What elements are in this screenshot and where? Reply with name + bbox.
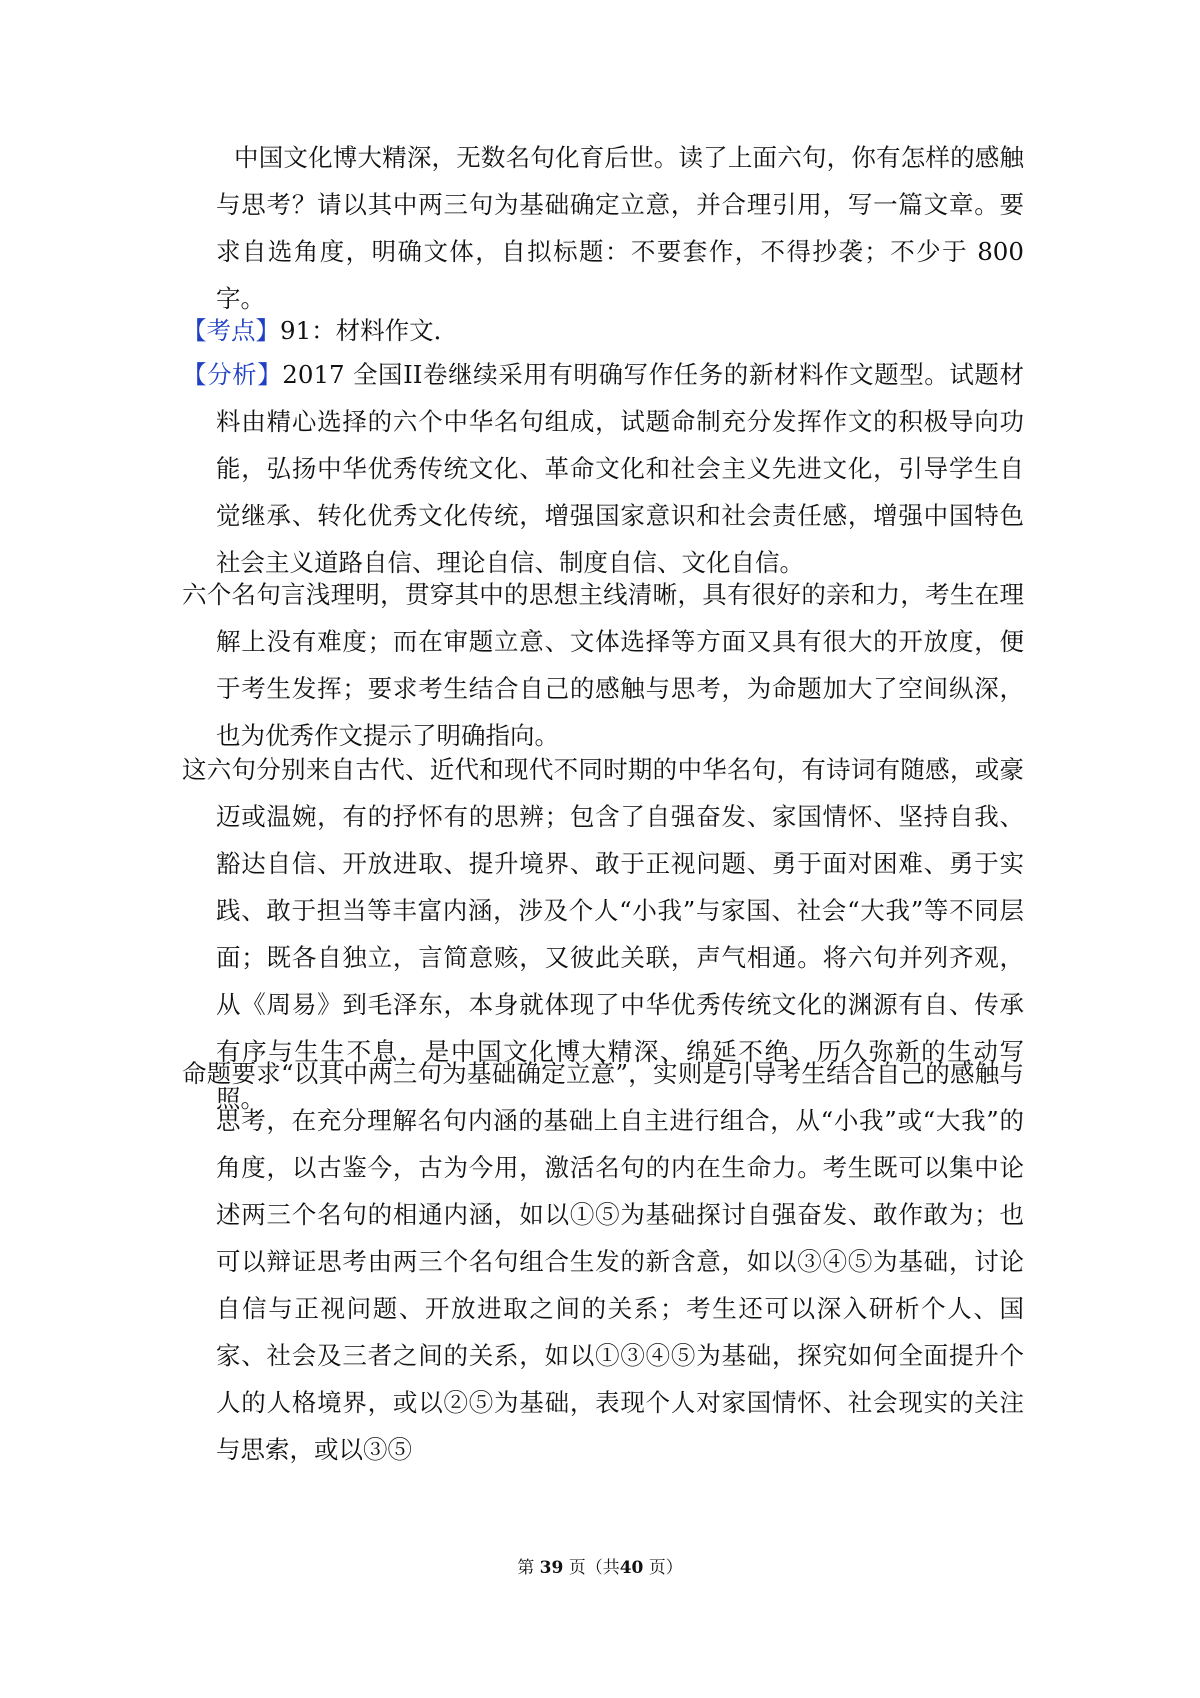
kaodian-text: 91：材料作文．	[280, 316, 459, 345]
footer-prefix: 第	[517, 1558, 535, 1578]
analysis-paragraph-3	[182, 1050, 1024, 1473]
intro-paragraph	[182, 134, 1024, 322]
analysis-text-2: 这六句分别来自古代、近代和现代不同时期的中华名句，有诗词有随感，或豪迈或温婉，有的抒怀有的思辨；包含了自强奋发、家国情怀、坚持自我、豁达自信、开放进取、提升境界、敢于正视问题、勇于面对困难、勇于实践、敢于担当等丰富内涵，涉及个人“小我”与家国、社会“大我”等不同层面；既各自独立，言简意赅，又彼此关联，声气相通。将六句并列齐观，从《周易》到毛泽东，本身就体现了中华优秀传统文化的渊源有自、传承有序与生生不息，是中国文化博大精深、绵延不绝、历久弥新的生动写照。	[182, 755, 1024, 1113]
analysis-text-1: 六个名句言浅理明，贯穿其中的思想主线清晰，具有很好的亲和力，考生在理解上没有难度；而在审题立意、文体选择等方面又具有很大的开放度，便于考生发挥；要求考生结合自己的感触与思考，为命题加大了空间纵深，也为优秀作文提示了明确指向。	[182, 580, 1024, 750]
page-footer	[0, 1556, 1200, 1580]
kaodian-tag: 【考点】	[182, 316, 280, 345]
intro-text: 中国文化博大精深，无数名句化育后世。读了上面六句，你有怎样的感触与思考？请以其中两三句为基础确定立意，并合理引用，写一篇文章。要求自选角度，明确文体，自拟标题：不要套作，不得抄袭；不少于 800 字。	[216, 143, 1024, 313]
footer-page-number: 39	[539, 1558, 564, 1578]
footer-suffix: 页）	[648, 1558, 683, 1578]
fenxi-paragraph	[182, 351, 1024, 586]
analysis-paragraph-1	[182, 571, 1024, 759]
fenxi-text: 2017 全国II卷继续采用有明确写作任务的新材料作文题型。试题材料由精心选择的六个中华名句组成，试题命制充分发挥作文的积极导向功能，弘扬中华优秀传统文化、革命文化和社会主义先进文化，引导学生自觉继承、转化优秀文化传统，增强国家意识和社会责任感，增强中国特色社会主义道路自信、理论自信、制度自信、文化自信。	[216, 360, 1024, 577]
kaodian-paragraph	[182, 307, 1024, 354]
fenxi-tag: 【分析】	[182, 360, 283, 389]
footer-total-pages: 40	[619, 1558, 644, 1578]
footer-middle: 页（共	[568, 1558, 620, 1578]
analysis-text-3: 命题要求“以其中两三句为基础确定立意”，实则是引导考生结合自己的感触与思考，在充分理解名句内涵的基础上自主进行组合，从“小我”或“大我”的角度，以古鉴今，古为今用，激活名句的内在生命力。考生既可以集中论述两三个名句的相通内涵，如以①⑤为基础探讨自强奋发、敢作敢为；也可以辩证思考由两三个名句组合生发的新含意，如以③④⑤为基础，讨论自信与正视问题、开放进取之间的关系；考生还可以深入研析个人、国家、社会及三者之间的关系，如以①③④⑤为基础，探究如何全面提升个人的人格境界，或以②⑤为基础，表现个人对家国情怀、社会现实的关注与思索，或以③⑤	[182, 1059, 1024, 1464]
